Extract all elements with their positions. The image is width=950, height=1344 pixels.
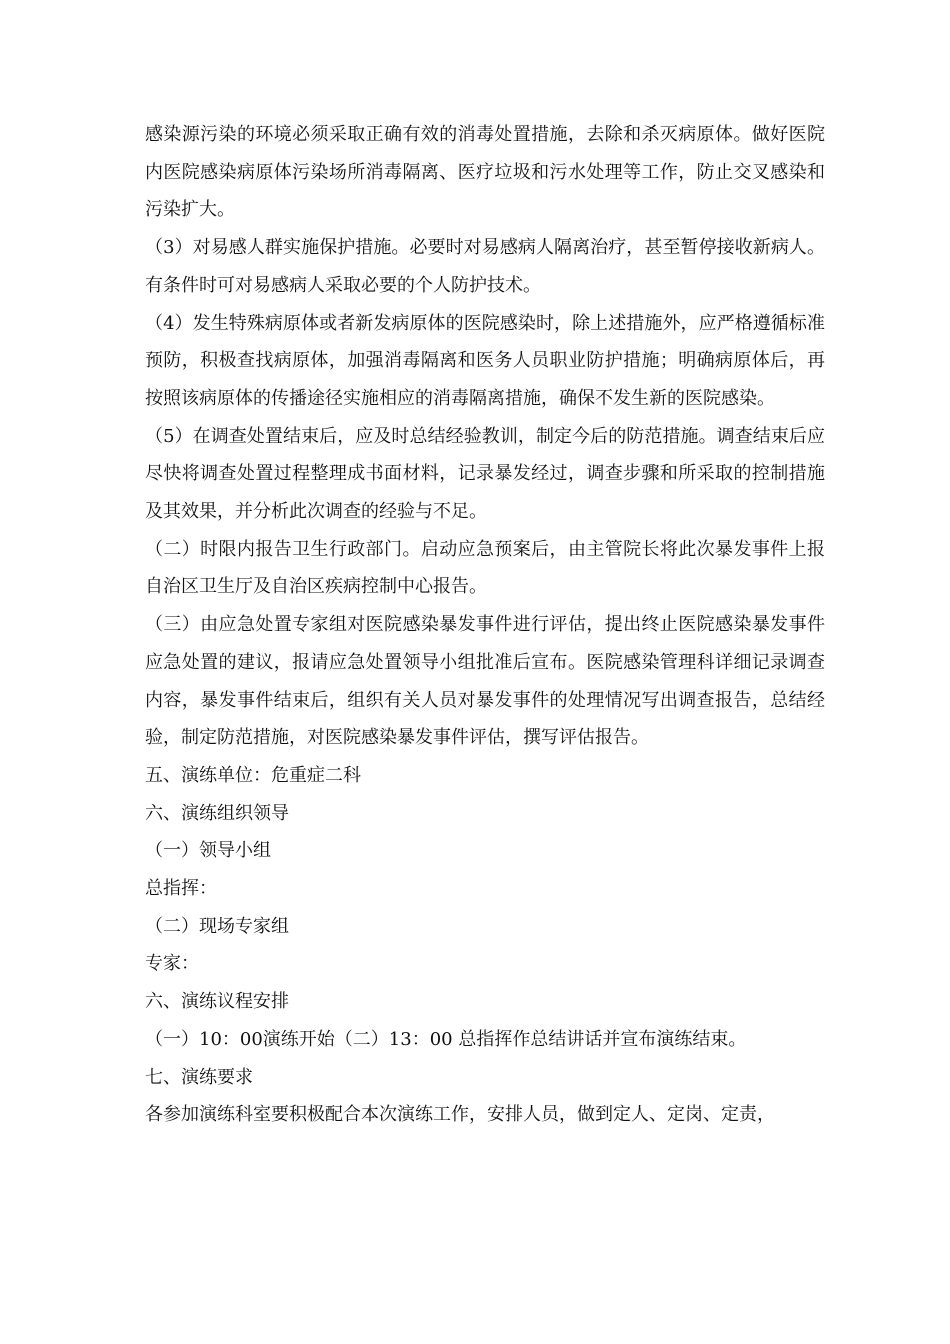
subheading-expert-group: （二）现场专家组 <box>145 915 289 937</box>
label-commander: 总指挥： <box>145 878 217 900</box>
paragraph-agenda-items: （一）10：00演练开始（二）13：00 总指挥作总结讲话并宣布演练结束。 <box>145 1028 747 1050</box>
paragraph-section-3: （三）由应急处置专家组对医院感染暴发事件进行评估，提出终止医院感染暴发事件应急处置的建议，报请应急处置领导小组批准后宣布。医院感染管理科详细记录调查内容，暴发事件结束后，组织有关人员对暴发事件的处理情况写出调查报告，总结经验，制定防范措施，对医院感染暴发事件评估，撰写评估报告。 <box>145 614 825 749</box>
paragraph-item-4: （4）发生特殊病原体或者新发病原体的医院感染时，除上述措施外，应严格遵循标准预防，积极查找病原体，加强消毒隔离和医务人员职业防护措施；明确病原体后，再按照该病原体的传播途径实施相应的消毒隔离措施，确保不发生新的医院感染。 <box>145 312 825 409</box>
heading-drill-agenda: 六、演练议程安排 <box>145 991 289 1013</box>
label-experts: 专家： <box>145 953 199 975</box>
heading-drill-leadership: 六、演练组织领导 <box>145 802 289 824</box>
paragraph-item-3: （3）对易感人群实施保护措施。必要时对易感病人隔离治疗，甚至暂停接收新病人。有条件时可对易感病人采取必要的个人防护技术。 <box>145 237 825 296</box>
paragraph-disinfection: 感染源污染的环境必须采取正确有效的消毒处置措施，去除和杀灭病原体。做好医院内医院感染病原体污染场所消毒隔离、医疗垃圾和污水处理等工作，防止交叉感染和污染扩大。 <box>145 124 825 221</box>
heading-drill-requirements: 七、演练要求 <box>145 1066 253 1088</box>
document-body <box>145 116 825 1134</box>
paragraph-section-2: （二）时限内报告卫生行政部门。启动应急预案后，由主管院长将此次暴发事件上报自治区卫生厅及自治区疾病控制中心报告。 <box>145 538 825 598</box>
subheading-leadership-group: （一）领导小组 <box>145 840 271 862</box>
paragraph-item-5: （5）在调查处置结束后，应及时总结经验教训，制定今后的防范措施。调查结束后应尽快将调查处置过程整理成书面材料，记录暴发经过，调查步骤和所采取的控制措施及其效果，并分析此次调查的经验与不足。 <box>145 425 825 523</box>
heading-drill-unit: 五、演练单位：危重症二科 <box>145 764 361 786</box>
paragraph-requirements: 各参加演练科室要积极配合本次演练工作，安排人员，做到定人、定岗、定责， <box>145 1104 775 1126</box>
